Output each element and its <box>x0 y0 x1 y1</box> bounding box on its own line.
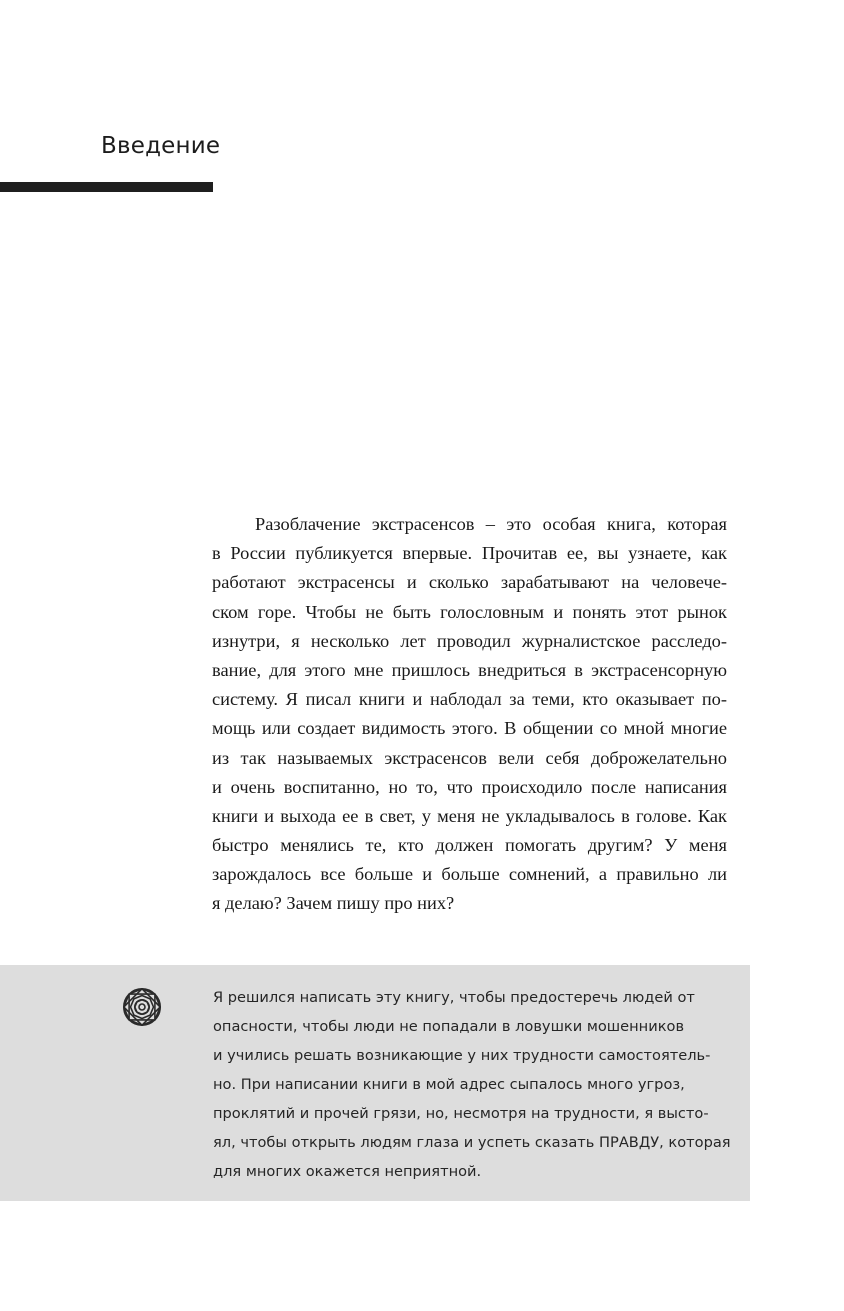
callout-line: ял, чтобы открыть людям глаза и успеть сказать ПРАВДУ, которая <box>213 1134 731 1151</box>
callout-line: Я решился написать эту книгу, чтобы предостеречь людей от <box>213 989 695 1006</box>
body-line: работают экстрасенсы и сколько зарабатывают на человече- <box>212 572 727 593</box>
body-line: книги и выхода ее в свет, у меня не укладывалось в голове. Как <box>212 805 727 826</box>
body-line: изнутри, я несколько лет проводил журналистское расследо- <box>212 630 727 651</box>
body-line: быстро менялись те, кто должен помогать другим? У меня <box>212 835 727 856</box>
callout-text <box>213 983 731 1186</box>
chapter-title: Введение <box>101 133 221 159</box>
body-line: систему. Я писал книги и наблодал за теми, кто оказывает по- <box>212 689 727 710</box>
body-line: мощь или создает видимость этого. В общении со мной многие <box>212 718 727 739</box>
body-line: Разоблачение экстрасенсов – это особая книга, которая <box>255 514 727 534</box>
callout-line: и учились решать возникающие у них трудности самостоятель- <box>213 1047 711 1064</box>
callout-line: опасности, чтобы люди не попадали в ловушки мошенников <box>213 1018 685 1035</box>
body-paragraph <box>212 510 727 919</box>
body-line: я делаю? Зачем пишу про них? <box>212 893 455 914</box>
body-line: вание, для этого мне пришлось внедриться в экстрасенсорную <box>212 659 727 680</box>
body-line: зарождалось все больше и больше сомнений, а правильно ли <box>212 864 727 885</box>
body-line: ском горе. Чтобы не быть голословным и понять этот рынок <box>212 601 727 622</box>
body-line: из так называемых экстрасенсов вели себя доброжелательно <box>212 747 727 768</box>
title-rule <box>0 182 213 192</box>
body-line: и очень воспитанно, но то, что происходило после написания <box>212 776 727 797</box>
callout-line: проклятий и прочей грязи, но, несмотря на трудности, я высто- <box>213 1105 709 1122</box>
callout-line: для многих окажется неприятной. <box>213 1163 482 1180</box>
body-line: в России публикуется впервые. Прочитав ее, вы узнаете, как <box>212 543 727 564</box>
mandala-icon <box>122 987 162 1027</box>
callout-line: но. При написании книги в мой адрес сыпалось много угроз, <box>213 1076 685 1093</box>
